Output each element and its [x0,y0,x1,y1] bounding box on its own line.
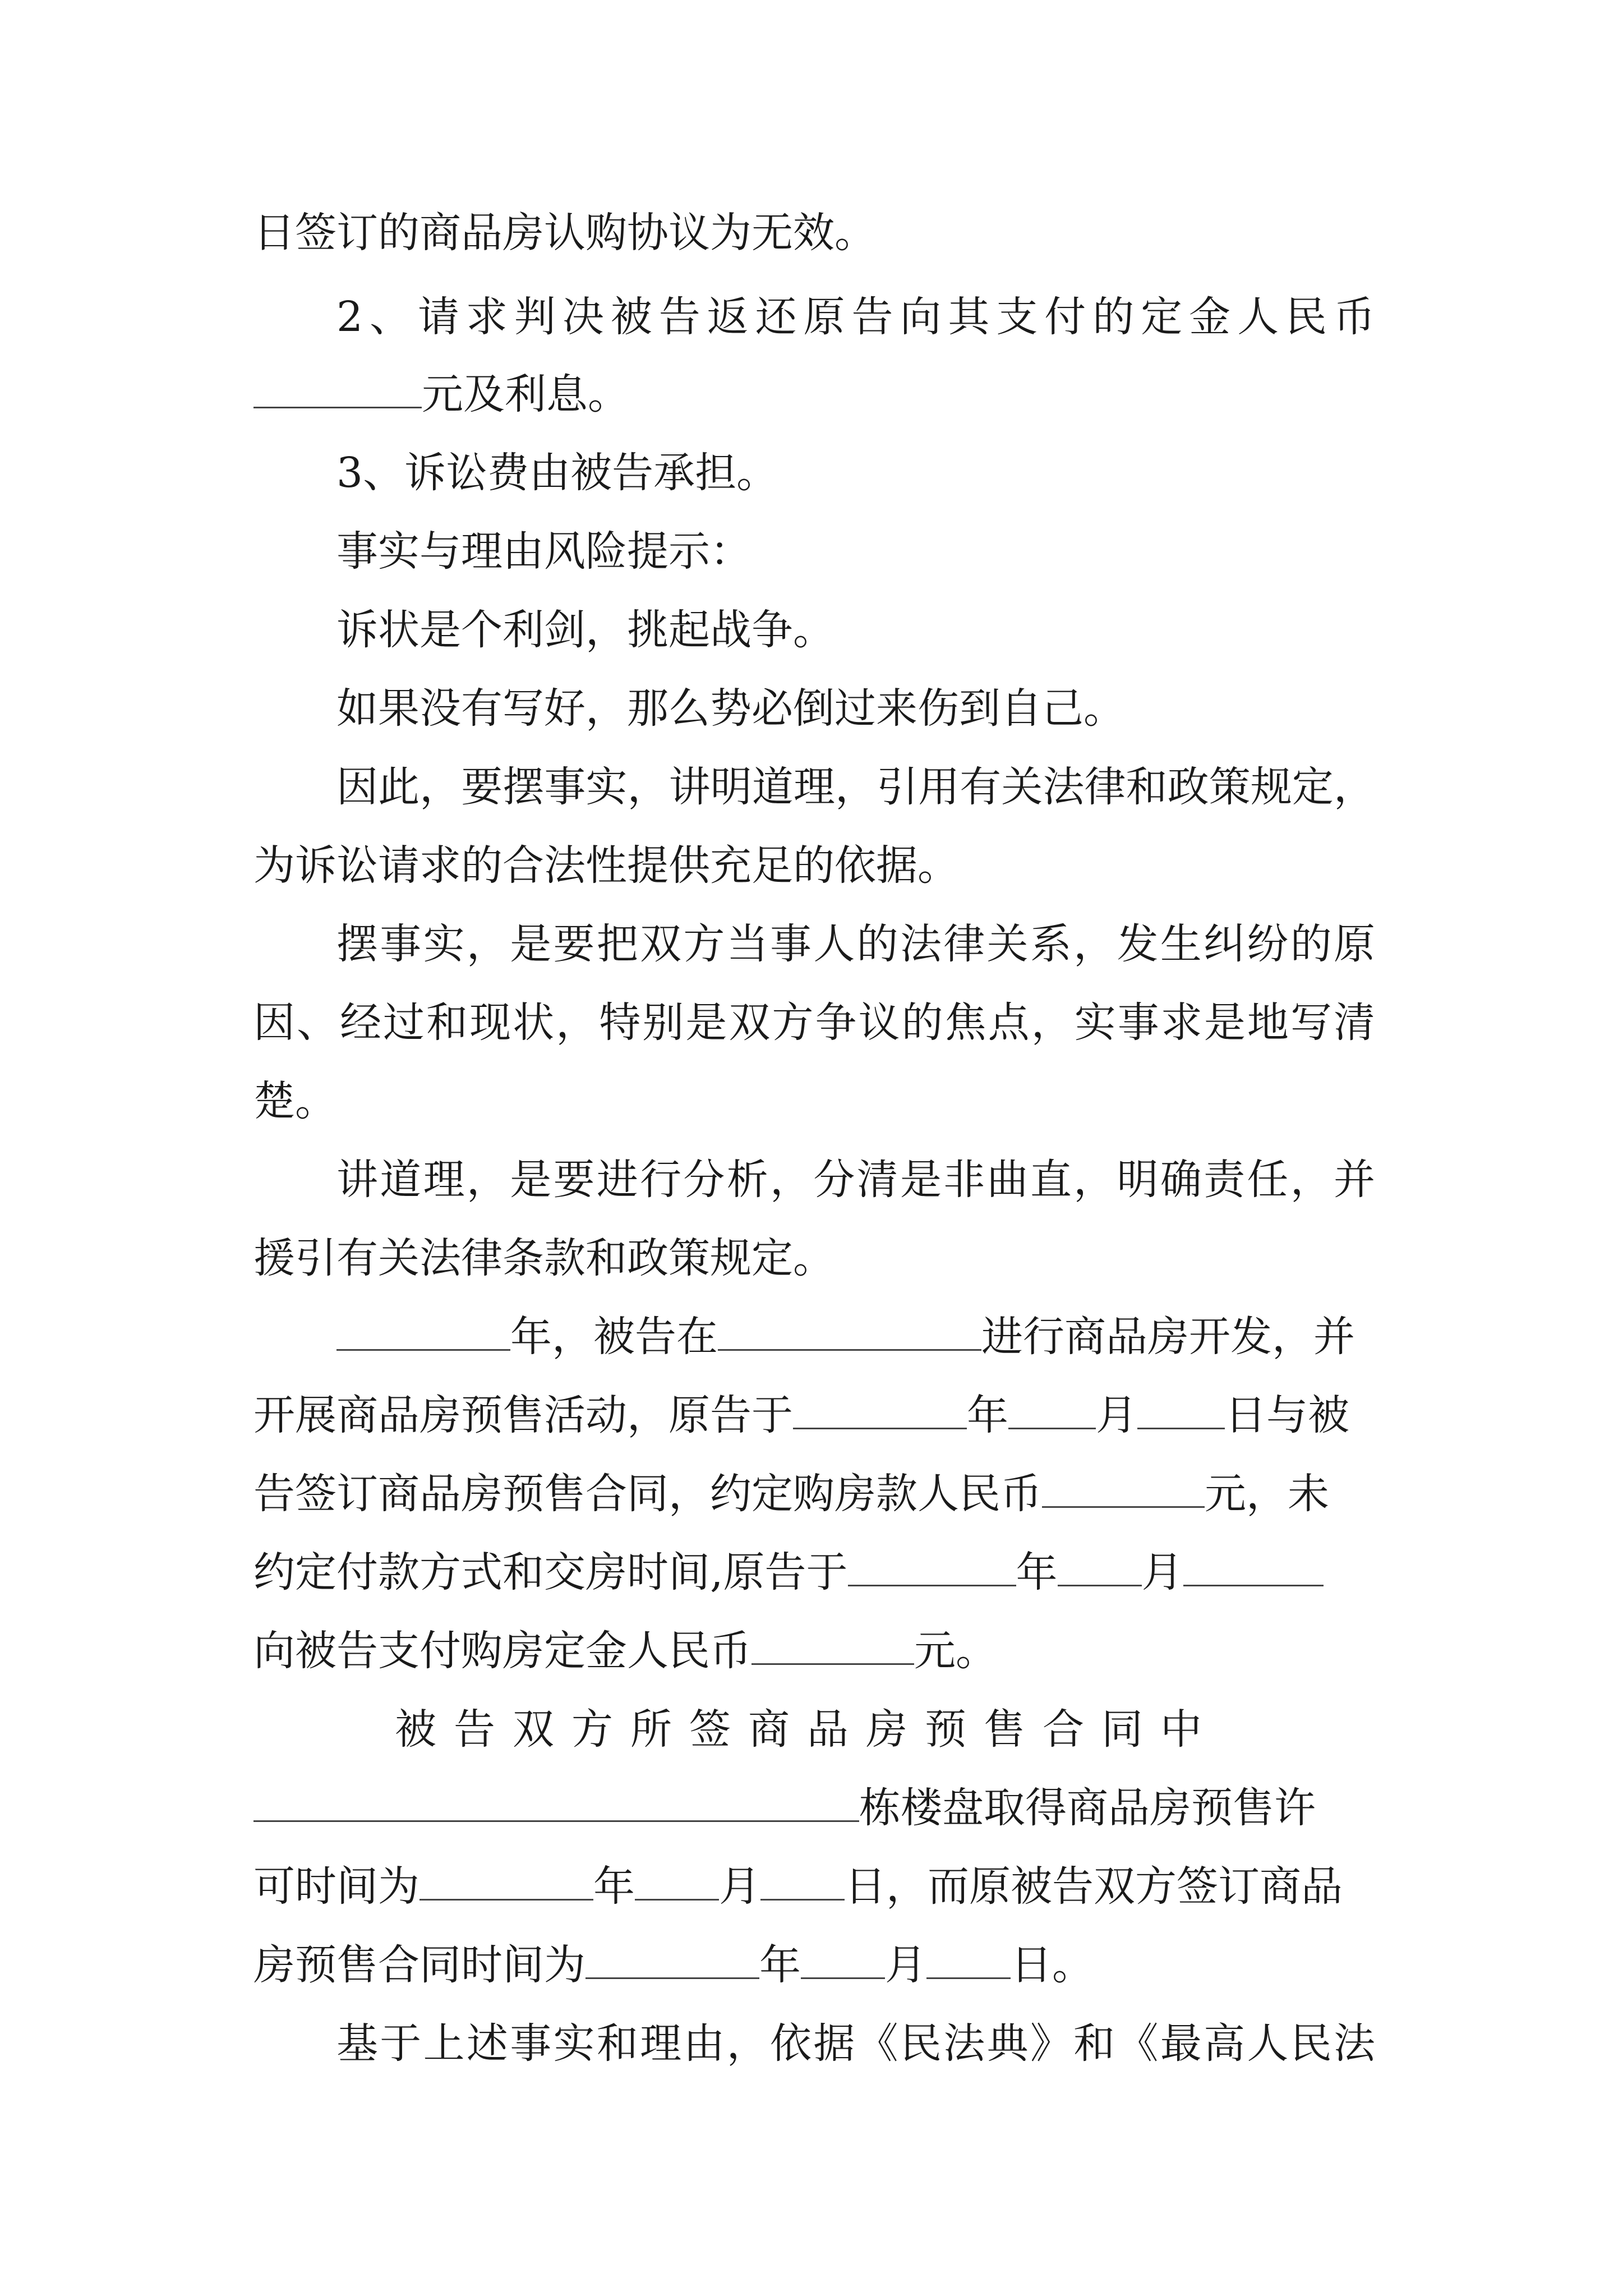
line-text: 可时间为 [253,1862,419,1911]
paragraph-line [253,366,1375,422]
line-text: 年 [967,1391,1008,1439]
line-text: 约定付款方式和交房时间,原告于 [253,1548,848,1596]
line-text: 讲道理，是要进行分析，分清是非曲直，明确责任，并 [336,1156,1375,1204]
line-text: 月 [1096,1391,1137,1439]
line-text: 年 [759,1941,801,1989]
line-text: 元及利息。 [422,370,629,418]
paragraph-line [253,1780,1375,1836]
paragraph-line [336,1309,1375,1365]
line-text: 告签订商品房预售合同，约定购房款人民币 [253,1470,1042,1518]
fill-blank [1008,1393,1096,1429]
paragraph-line [253,1073,1375,1129]
fill-blank [1137,1393,1225,1429]
paragraph-line [336,759,1375,815]
line-text: 日。 [1011,1941,1094,1989]
paragraph-line [253,1466,1375,1522]
fill-blank [585,1943,759,1979]
line-text: 房预售合同时间为 [253,1941,585,1989]
fill-blank [760,1864,845,1901]
fill-blank [1183,1550,1324,1586]
line-text: 月 [719,1862,760,1911]
paragraph-line [253,838,1375,894]
line-text: 被告双方所签商品房预售合同中 [395,1705,1219,1754]
paragraph-line [336,2016,1375,2072]
line-text: 日，而原被告双方签订商品 [845,1862,1343,1911]
paragraph-line [253,1387,1375,1443]
line-text: 年 [593,1862,635,1911]
fill-blank [419,1864,593,1901]
line-text: 如果没有写好，那么势必倒过来伤到自己。 [336,684,1125,733]
line-text: 月 [885,1941,926,1989]
paragraph-line [336,916,1375,972]
line-text: 2、请求判决被告返还原告向其支付的定金人民币 [336,293,1375,341]
fill-blank [253,1786,859,1822]
fill-blank [336,1314,510,1351]
paragraph-line [253,1858,1375,1915]
line-text: 栋楼盘取得商品房预售许 [859,1784,1316,1832]
line-text: 日签订的商品房认购协议为无效。 [253,209,876,257]
fill-blank [1042,1471,1205,1508]
line-text: 因此，要摆事实，讲明道理，引用有关法律和政策规定， [336,763,1375,811]
line-text: 楚。 [253,1077,336,1125]
line-text: 因、经过和现状，特别是双方争议的焦点，实事求是地写清 [253,999,1375,1047]
fill-blank [848,1550,1016,1586]
paragraph-line [253,1230,1375,1286]
paragraph-line [336,289,1375,345]
line-text: 开展商品房预售活动，原告于 [253,1391,793,1439]
line-text: 元。 [914,1627,997,1675]
paragraph-line [253,1623,1375,1679]
line-text: 日与被 [1225,1391,1349,1439]
line-text: 元，未 [1205,1470,1329,1518]
paragraph-line [336,445,1375,501]
line-text: 年，被告在 [510,1313,718,1361]
paragraph-line [253,1544,1375,1600]
line-text: 诉状是个利剑，挑起战争。 [336,606,834,654]
paragraph-line [336,1152,1375,1208]
line-text: 事实与理由风险提示： [336,527,751,576]
fill-blank [751,1628,914,1665]
paragraph-line [253,205,1375,261]
paragraph-line [336,602,1375,658]
fill-blank [793,1393,967,1429]
fill-blank [718,1314,981,1351]
paragraph-line [253,1937,1375,1993]
fill-blank [1058,1550,1142,1586]
line-text: 摆事实，是要把双方当事人的法律关系，发生纠纷的原 [336,920,1375,968]
fill-blank [801,1943,885,1979]
line-text: 进行商品房开发，并 [981,1313,1355,1361]
line-text: 年 [1016,1548,1058,1596]
paragraph-line [395,1701,1375,1757]
fill-blank [926,1943,1011,1979]
fill-blank [635,1864,719,1901]
line-text: 月 [1141,1548,1183,1596]
paragraph-line [253,995,1375,1051]
line-text: 向被告支付购房定金人民币 [253,1627,751,1675]
line-text: 3、诉讼费由被告承担。 [336,449,778,497]
paragraph-line [336,523,1375,579]
line-text: 援引有关法律条款和政策规定。 [253,1234,834,1282]
fill-blank [253,372,422,408]
line-text: 基于上述事实和理由，依据《民法典》和《最高人民法 [336,2019,1375,2068]
line-text: 为诉讼请求的合法性提供充足的依据。 [253,841,959,890]
paragraph-line [336,680,1375,737]
